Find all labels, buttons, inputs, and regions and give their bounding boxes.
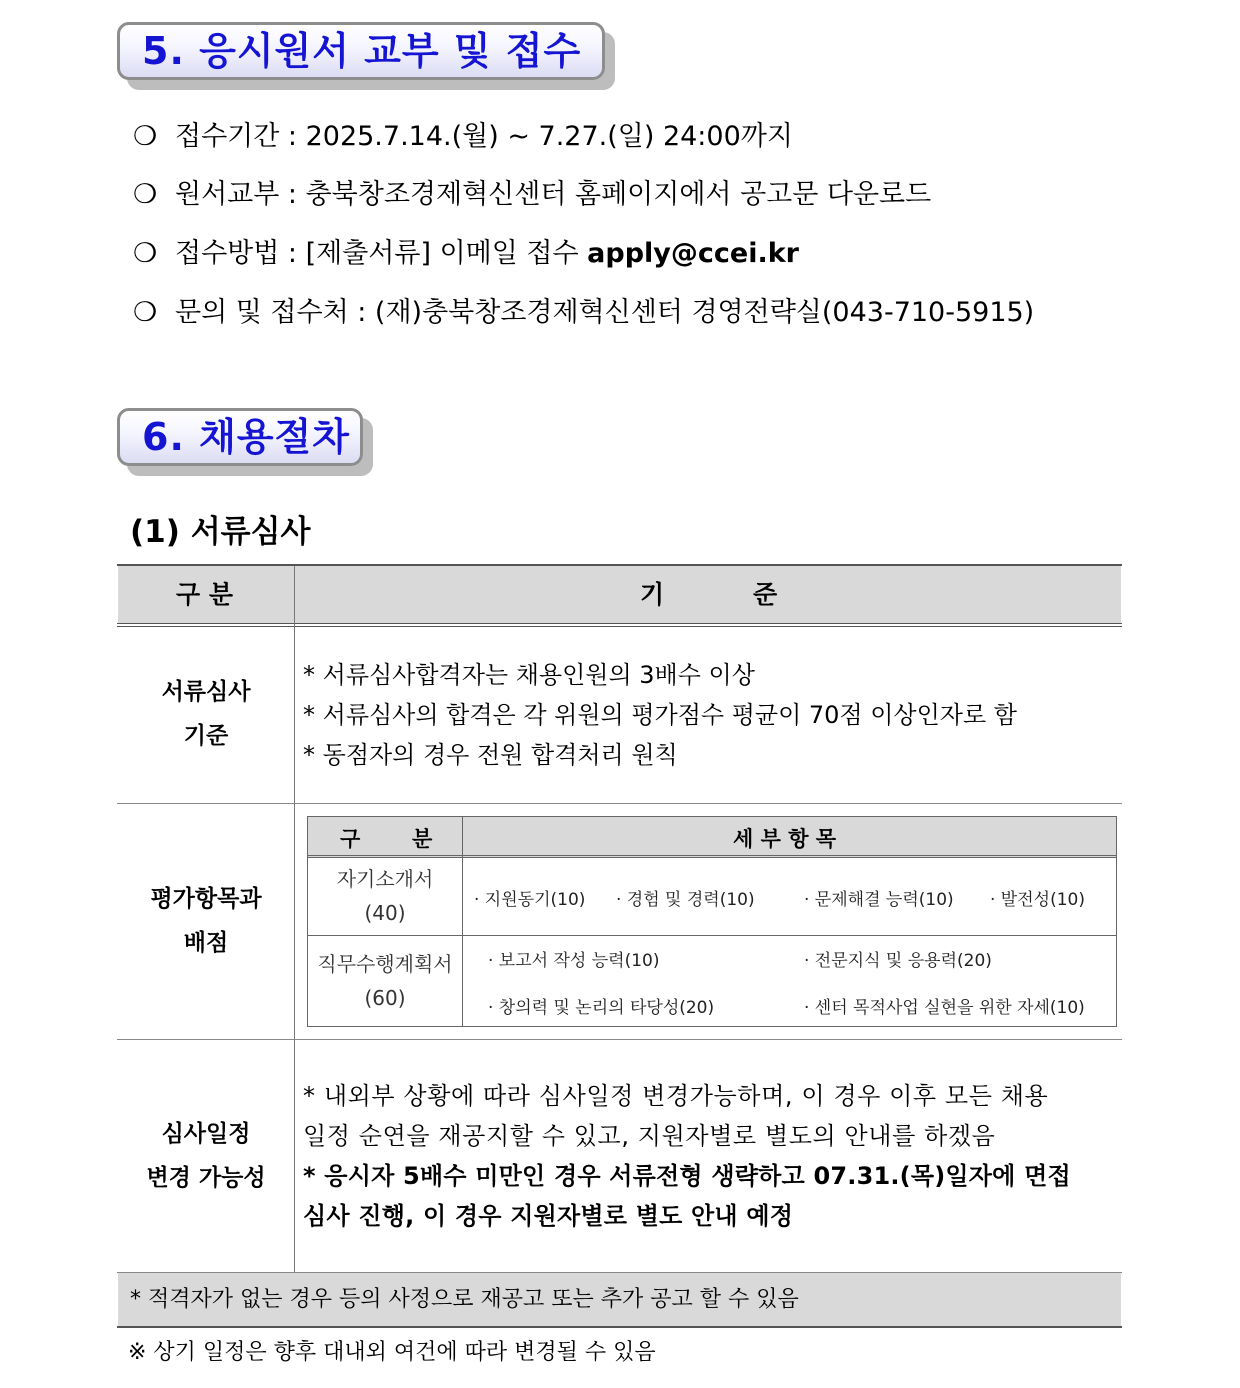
subtable-item: · 발전성(10) xyxy=(990,890,1085,910)
subtable-item: · 문제해결 능력(10) xyxy=(804,890,954,910)
subtable-item: · 경험 및 경력(10) xyxy=(616,890,755,910)
table-header-divider xyxy=(117,623,1122,627)
subtable-row-divider xyxy=(308,935,1116,936)
schedule-line-2: 일정 순연을 재공지할 수 있고, 지원자별로 별도의 안내를 하겠음 xyxy=(303,1122,996,1150)
row-label-schedule: 심사일정 변경 가능성 xyxy=(146,1121,266,1191)
subtable-row-intro: 자기소개서 (40) xyxy=(336,867,434,925)
subtable-header-category-1: 구 xyxy=(340,827,361,851)
circle-bullet-icon: ❍ xyxy=(133,179,158,210)
table-footer-note: * 적격자가 없는 경우 등의 사정으로 재공고 또는 추가 공고 할 수 있음 xyxy=(130,1287,799,1312)
circle-bullet-icon: ❍ xyxy=(133,238,158,269)
row-label-evaluation: 평가항목과 배점 xyxy=(150,886,262,956)
header-category: 구 분 xyxy=(176,580,234,609)
header-criteria-2: 준 xyxy=(753,580,778,609)
circle-bullet-icon: ❍ xyxy=(133,121,158,152)
column-divider xyxy=(294,566,295,1273)
row-label-criteria: 서류심사 기준 xyxy=(161,679,251,749)
email-link[interactable]: apply@ccei.kr xyxy=(587,238,799,269)
header-criteria-1: 기 xyxy=(640,580,665,609)
table-top-border xyxy=(117,564,1122,566)
info-line-period: ❍ 접수기간 : 2025.7.14.(월) ~ 7.27.(일) 24:00까지 xyxy=(133,119,793,155)
table-bottom-border xyxy=(117,1326,1122,1328)
subtable-item: · 지원동기(10) xyxy=(474,890,586,910)
criteria-line-3: * 동점자의 경우 전원 합격처리 원칙 xyxy=(303,741,678,769)
subsection-title: (1) 서류심사 xyxy=(130,514,311,550)
evaluation-subtable xyxy=(307,816,1117,1027)
info-line-method: ❍ 접수방법 : [제출서류] 이메일 접수 apply@ccei.kr xyxy=(133,236,799,272)
subtable-column-divider xyxy=(462,817,463,1026)
section-title-6: 6. 채용절차 xyxy=(117,408,363,466)
subtable-header-category-2: 분 xyxy=(412,827,433,851)
schedule-change-note: ※ 상기 일정은 향후 대내외 여건에 따라 변경될 수 있음 xyxy=(128,1340,656,1365)
criteria-line-2: * 서류심사의 합격은 각 위원의 평가점수 평균이 70점 이상인자로 함 xyxy=(303,701,1017,729)
row-divider-3 xyxy=(117,1272,1122,1273)
section-title-5: 5. 응시원서 교부 및 접수 xyxy=(117,22,605,80)
subtable-row-plan: 직무수행계획서 (60) xyxy=(317,952,453,1010)
info-line-contact: ❍ 문의 및 접수처 : (재)충북창조경제혁신센터 경영전략실(043-710-5915) xyxy=(133,295,1034,331)
row-divider-1 xyxy=(117,803,1122,804)
subtable-item: · 보고서 작성 능력(10) xyxy=(488,951,660,971)
criteria-line-1: * 서류심사합격자는 채용인원의 3배수 이상 xyxy=(303,661,755,689)
table-header-bg xyxy=(118,566,1121,623)
subtable-item: · 창의력 및 논리의 타당성(20) xyxy=(488,998,715,1018)
schedule-line-1: * 내외부 상황에 따라 심사일정 변경가능하며, 이 경우 이후 모든 채용 xyxy=(303,1082,1049,1110)
schedule-line-4: 심사 진행, 이 경우 지원자별로 별도 안내 예정 xyxy=(303,1202,794,1230)
circle-bullet-icon: ❍ xyxy=(133,297,158,328)
subtable-item: · 전문지식 및 응용력(20) xyxy=(804,951,992,971)
info-line-distribution: ❍ 원서교부 : 충북창조경제혁신센터 홈페이지에서 공고문 다운로드 xyxy=(133,177,931,213)
subtable-item: · 센터 목적사업 실현을 위한 자세(10) xyxy=(804,998,1085,1018)
subtable-header-items: 세 부 항 목 xyxy=(733,827,837,851)
row-divider-2 xyxy=(117,1039,1122,1040)
schedule-line-3: * 응시자 5배수 미만인 경우 서류전형 생략하고 07.31.(목)일자에 면접 xyxy=(303,1162,1071,1190)
